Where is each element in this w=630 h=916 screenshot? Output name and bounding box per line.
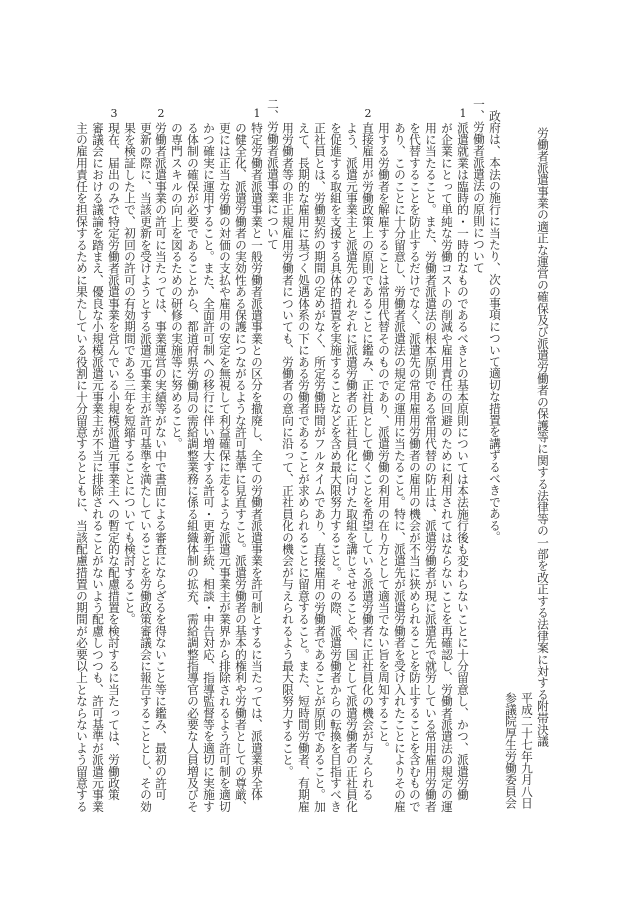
item-line: 直接雇用が労働政策上の原則であることに鑑み、正社員として働くことを希望している派遣労働者に正社員化の機会が与えられる [361, 122, 375, 801]
preamble: 政府は、本法の施行に当たり、次の事項について適切な措置を講ずるべきである。 [488, 110, 502, 543]
item-line: 現在、届出のみで特定労働者派遣事業を営んでいる小規模派遣元事業主への暫定的な配慮措置を検討するに当たっては、労働政策 [107, 122, 121, 801]
section-heading: 一、労働者派遣法の原則について [472, 98, 486, 274]
item-line: 果を検証した上で、初回の許可の有効期間である三年を短縮することについても検討すること。 [123, 122, 137, 626]
item-line: 特定労働者派遣事業と一般労働者派遣事業との区分を撤廃し、全ての労働者派遣事業を許可制とするに当たっては、派遣業界全体 [250, 122, 264, 801]
committee-name: 参議院厚生労働委員会 [504, 692, 518, 809]
item-line: えて、長期的な雇用に基づく処遇体系の下にある労働者であることが求められることに留意すること。また、短時間労働者、有期雇 [297, 122, 311, 813]
item-number: 2 [364, 107, 372, 120]
resolution-date: 平成二十七年九月八日 [520, 692, 534, 809]
item-line: 労働者派遣事業の許可に当たっては、事業運営の実績等がない中で書面による審査にならざるを得ないこと等に鑑み、最初の許可 [154, 122, 168, 801]
item-number: 2 [157, 107, 165, 120]
item-number: 1 [459, 107, 467, 120]
item-line: あり、このことに十分留意し、労働者派遣法の規定の運用に当たること。特に、派遣先が派遣労働者を受け入れたことによりその雇 [393, 122, 407, 813]
item-line: 派遣就業は臨時的・一時的なものであるべきとの基本原則については本法施行後も変わらないことに十分留意し、かつ、派遣労働 [456, 122, 470, 801]
item-line: 更には正当な労働の対価の支払や雇用の安定を無視して利益確保に走るような派遣元事業主が業界から排除されるよう許可制を適切 [218, 122, 232, 813]
item-line: 更新の際に、当該更新を受けようとする派遣元事業主が許可基準を満たしていることを労働政策審議会に報告することとし、その効 [139, 122, 153, 813]
item-line: の健全化、派遣労働者の実効性ある保護につながるような許可基準に見直すこと。派遣労働者の基本的権利や労働者としての尊厳、 [234, 122, 248, 813]
item-line: かつ確実に運用すること。また、全面許可制への移行に伴い増大する許可・更新手続、相談・申告対応、指導監督等を適切に実施す [202, 122, 216, 813]
item-line: を代替することを防止するだけでなく、派遣先の常用雇用労働者の雇用の機会が不当に狭められることを防止することを含むもので [408, 122, 422, 813]
item-line: を促進する取組を支援する具体的措置を実施することなどを含め最大限努力すること。その際、派遣労働者からの転換を目指すべき [329, 122, 343, 813]
item-line: 正社員とは、労働契約の期間の定めがなく、所定労働時間がフルタイムであり、直接雇用の労働者であることが原則であること。加 [313, 122, 327, 813]
item-line: 主の雇用責任を担保するために果たしている役割に十分留意するとともに、当該配慮措置の期間が必要以上とならないよう留意する [75, 122, 89, 813]
item-number: 3 [110, 107, 118, 120]
item-line: よう、派遣元事業主と派遣先のそれぞれに派遣労働者の正社員化に向けた取組を講じさせることや、国として派遣労働者の正社員化 [345, 122, 359, 813]
item-line: 審議会における議論を踏まえ、優良な小規模派遣元事業主が不当に排除されることがないよう配慮しつつも、許可基準が派遣元事業 [91, 122, 105, 813]
section-heading: 二、労働者派遣事業について [266, 98, 280, 251]
document-title: 労働者派遣事業の適正な運営の確保及び派遣労働者の保護等に関する法律等の一部を改正する法律案に対する附帯決議 [536, 127, 550, 748]
item-line: 用する労働者を解雇することは常用代替そのものであり、派遣労働の利用の在り方として適当でない旨を周知すること。 [377, 122, 391, 754]
item-line: る体制の確保が必要であることから、都道府県労働局の需給調整業務に係る組織体制の拡充、需給調整指導官の必要な人員増及びそ [186, 122, 200, 813]
item-line: が企業にとって単純な労働コストの削減や雇用責任の回避のために利用されてはならないことを再確認し、労働者派遣法の規定の運 [440, 122, 454, 813]
item-line: 用に当たること。また、労働者派遣法の根本原則である常用代替の防止は、派遣労働者が現に派遣先で就労している常用雇用労働者 [424, 122, 438, 813]
item-line: の専門スキルの向上を図るための研修の実施等に努めること。 [170, 122, 184, 450]
item-number: 1 [253, 107, 261, 120]
item-line: 用労働者等の非正規雇用労働者についても、労働者の意向に沿って、正社員化の機会が与えられるよう最大限努力すること。 [281, 122, 295, 778]
